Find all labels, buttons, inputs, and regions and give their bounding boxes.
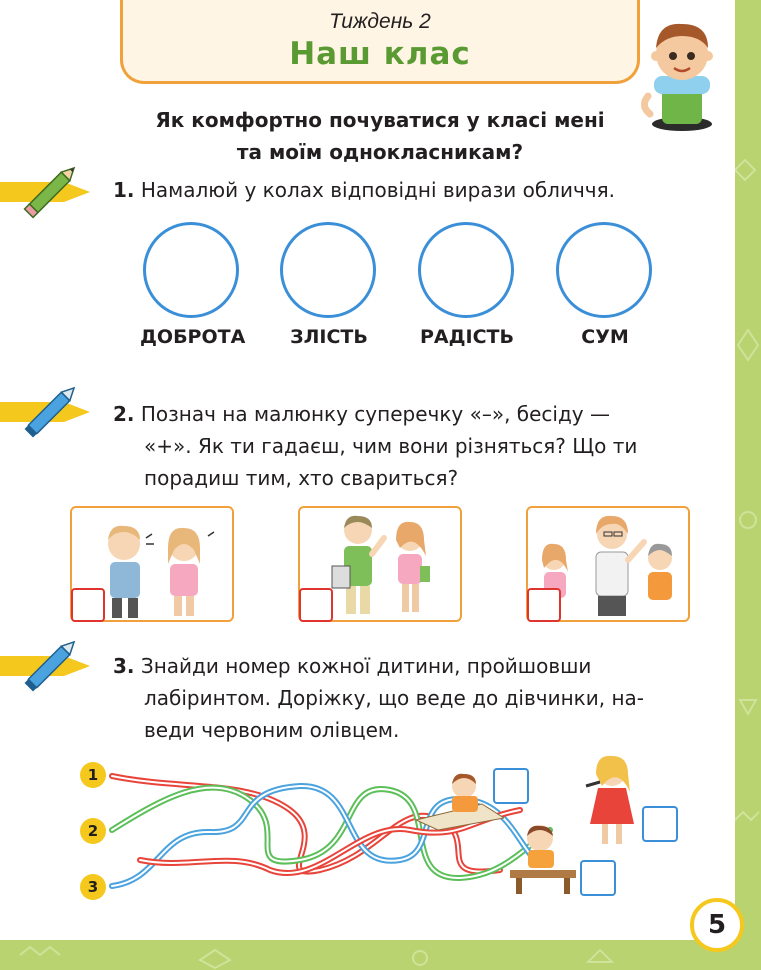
- girl-singing-illustration: [582, 752, 644, 848]
- maze-start-1: 1: [80, 762, 106, 788]
- task-2-line-1: [113, 398, 698, 430]
- task-3-number: 3.: [113, 654, 135, 678]
- emotion-label-anger: ЗЛІСТЬ: [290, 326, 368, 348]
- task-2-line-3: порадиш тим, хто свариться?: [144, 466, 459, 490]
- task-2-line-2: «+». Як ти гадаєш, чим вони різняться? Що ти: [144, 434, 638, 458]
- answer-box-boy-writing[interactable]: [580, 860, 616, 896]
- lesson-question: [100, 104, 660, 168]
- week-label: Тиждень 2: [329, 10, 431, 33]
- task-3-line-1: Знайди номер кожної дитини, пройшовши: [140, 654, 592, 678]
- page-number: 5: [690, 898, 744, 952]
- mark-box-conversation[interactable]: [299, 588, 333, 622]
- answer-box-boy-drawing[interactable]: [493, 768, 529, 804]
- task-1: [113, 174, 615, 206]
- face-circle-sadness[interactable]: [556, 222, 652, 318]
- task-3-line-2: лабіринтом. Доріжку, що веде до дівчинки, на-: [144, 686, 644, 710]
- pen-icon: [0, 378, 100, 442]
- task-1-number: 1.: [113, 178, 135, 202]
- task-2: [113, 398, 698, 494]
- mark-box-teacher[interactable]: [527, 588, 561, 622]
- face-circle-kindness[interactable]: [143, 222, 239, 318]
- task-1-text: Намалюй у колах відповідні вирази обличчя.: [140, 178, 615, 202]
- answer-box-girl[interactable]: [642, 806, 678, 842]
- pencil-icon: [0, 160, 100, 220]
- emotion-label-joy: РАДІСТЬ: [419, 326, 514, 348]
- face-circle-joy[interactable]: [418, 222, 514, 318]
- maze-start-3: 3: [80, 874, 106, 900]
- pen-icon-task-3: [0, 632, 100, 696]
- task-2-line-1-text: Познач на малюнку суперечку «–», бесіду —: [140, 402, 610, 426]
- task-2-number: 2.: [113, 402, 135, 426]
- face-circle-anger[interactable]: [280, 222, 376, 318]
- boy-writing-illustration: [506, 822, 586, 894]
- emotion-label-sadness: СУМ: [581, 326, 629, 348]
- task-3: [113, 650, 698, 746]
- question-line-1: Як комфортно почуватися у класі мені: [155, 108, 605, 132]
- question-line-2: та моїм однокласникам?: [236, 140, 524, 164]
- header-banner: [120, 0, 640, 84]
- emotion-label-kindness: ДОБРОТА: [140, 326, 246, 348]
- boy-drawing-illustration: [412, 770, 504, 830]
- page-title: Наш клас: [289, 36, 471, 72]
- maze-start-2: 2: [80, 818, 106, 844]
- task-3-line-3: веди червоним олівцем.: [144, 718, 400, 742]
- mark-box-argument[interactable]: [71, 588, 105, 622]
